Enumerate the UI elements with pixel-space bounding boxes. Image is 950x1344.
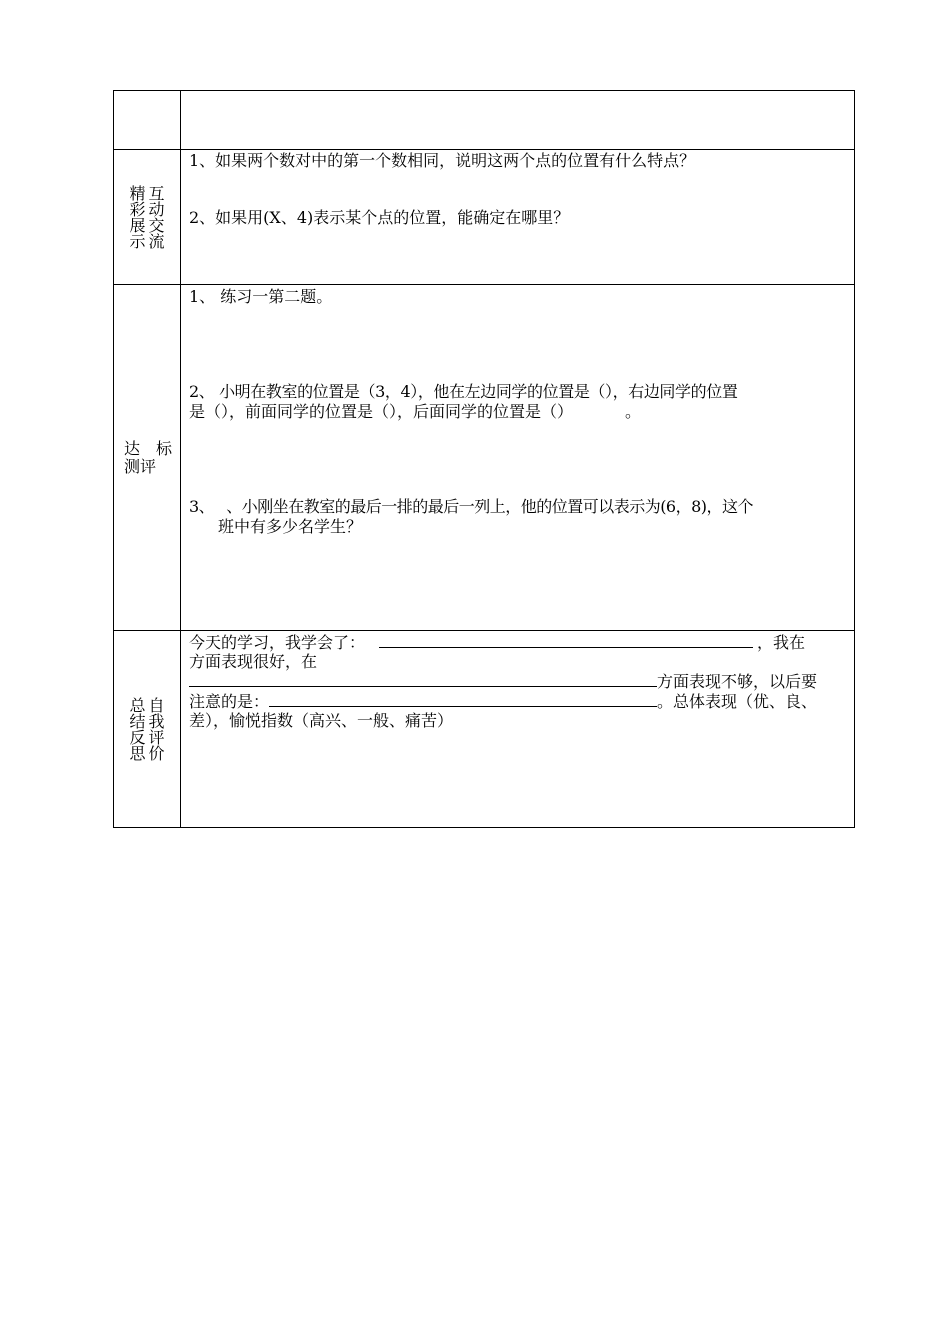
assessment-question-2-line2: 是（），前面同学的位置是（），后面同学的位置是（） 。 [189,402,642,421]
learned-blank[interactable] [379,632,753,648]
section-label-self-eval: 自我评价 [146,697,165,761]
assessment-question-1: 1、 练习一第二题。 [189,287,333,306]
attention-blank[interactable] [269,691,657,707]
row-divider [114,630,854,631]
assessment-question-3-line2: 班中有多少名学生？ [218,517,363,536]
section-label-display: 互动交流 [146,185,165,249]
section-label-test: 达 标 [124,439,173,458]
section-label-share: 精彩展示 [127,185,146,249]
interaction-question-2: 2、如果用(X、4)表示某个点的位置，能确定在哪里？ [189,208,570,227]
summary-line-4: 注意的是： 。总体表现（优、良、 [189,692,818,711]
good-performance-blank[interactable] [189,671,657,687]
row-divider [114,284,854,285]
row-divider [114,149,854,150]
summary-line-5: 差），愉悦指数（高兴、一般、痛苦） [189,711,454,730]
assessment-question-3-line1: 3、 、小刚坐在教室的最后一排的最后一列上，他的位置可以表示为(6，8)，这个 [189,497,754,516]
section-label-summary: 总结反思 [127,697,146,761]
column-divider [180,91,181,827]
summary-line-3: 方面表现不够，以后要 [189,671,817,692]
summary-line-1: 今天的学习，我学会了： ，我在 [189,633,806,652]
assessment-question-2-line1: 2、 小明在教室的位置是（3，4），他在左边同学的位置是（），右边同学的位置 [189,382,738,401]
summary-line-2: 方面表现很好，在 [189,652,318,671]
lesson-table [113,90,855,828]
section-label-test-line2: 测评 [124,457,157,476]
interaction-question-1: 1、如果两个数对中的第一个数相同，说明这两个点的位置有什么特点？ [189,151,696,170]
